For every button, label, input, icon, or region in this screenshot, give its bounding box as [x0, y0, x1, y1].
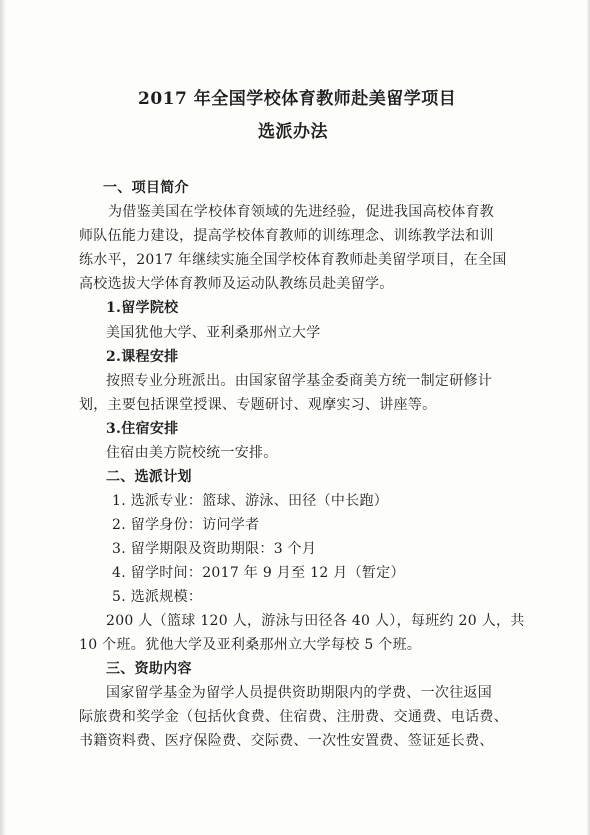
paragraph-line: 为借鉴美国在学校体育领域的先进经验，促进我国高校体育教: [108, 204, 495, 220]
paragraph-line: 师队伍能力建设，提高学校体育教师的训练理念、训练教学法和训: [79, 228, 494, 244]
institutions-text: 美国犹他大学、亚利桑那州立大学: [106, 325, 321, 341]
document-title: 2017 年全国学校体育教师赴美留学项目: [138, 89, 457, 109]
paragraph-line: 际旅费和奖学金（包括伙食费、住宿费、注册费、交通费、电话费、: [79, 709, 508, 725]
paragraph-line: 书籍资料费、医疗保险费、交际费、一次性安置费、签证延长费、: [79, 733, 494, 749]
paragraph-line: 按照专业分班派出。由国家留学基金委商美方统一制定研修计: [106, 373, 493, 389]
subsection-heading-institutions: 1.留学院校: [106, 300, 179, 316]
paragraph-line: 10 个班。犹他大学及亚利桑那州立大学每校 5 个班。: [79, 637, 422, 653]
document-subtitle: 选派办法: [258, 122, 328, 142]
scan-edge-right: [586, 0, 590, 835]
paragraph-line: 国家留学基金为留学人员提供资助期限内的学费、一次往返国: [106, 685, 493, 701]
section-heading-intro: 一、项目简介: [103, 180, 189, 196]
section-heading-plan: 二、选派计划: [106, 469, 192, 485]
section-heading-funding: 三、资助内容: [106, 661, 192, 677]
paragraph-line: 高校选拔大学体育教师及运动队教练员赴美留学。: [79, 276, 394, 292]
plan-item: 3. 留学期限及资助期限：3 个月: [112, 541, 317, 557]
housing-text: 住宿由美方院校统一安排。: [106, 445, 278, 461]
subsection-heading-housing: 3.住宿安排: [106, 421, 179, 437]
subsection-heading-courses: 2.课程安排: [106, 349, 179, 365]
paragraph-line: 划，主要包括课堂授课、专题研讨、观摩实习、讲座等。: [79, 397, 437, 413]
paragraph-line: 200 人（篮球 120 人，游泳与田径各 40 人），每班约 20 人，共: [106, 613, 525, 629]
plan-item: 2. 留学身份：访问学者: [112, 517, 260, 533]
plan-item: 1. 选派专业：篮球、游泳、田径（中长跑）: [112, 493, 389, 509]
scan-edge-left: [0, 0, 6, 835]
plan-item: 5. 选派规模：: [112, 589, 203, 605]
paragraph-line: 练水平，2017 年继续实施全国学校体育教师赴美留学项目，在全国: [79, 252, 507, 268]
plan-item: 4. 留学时间：2017 年 9 月至 12 月（暂定）: [112, 565, 405, 581]
